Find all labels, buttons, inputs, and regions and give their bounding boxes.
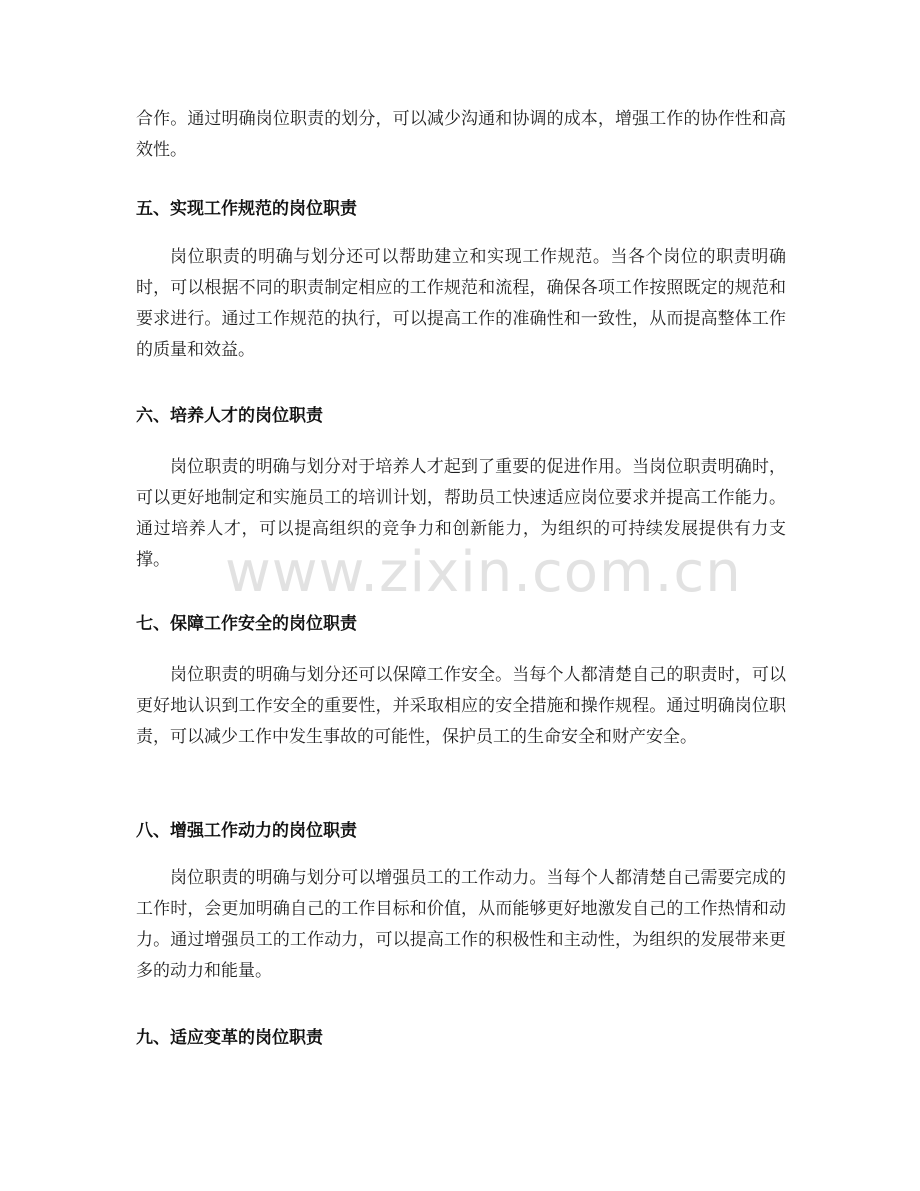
section-paragraph-8: 岗位职责的明确与划分可以增强员工的工作动力。当每个人都清楚自己需要完成的工作时，会更加明确自己的工作目标和价值，从而能够更好地激发自己的工作热情和动力。通过增强员工的工作动力，可以提高工作的积极性和主动性，为组织的发展带来更多的动力和能量。 xyxy=(136,868,786,981)
section-paragraph-5: 岗位职责的明确与划分还可以帮助建立和实现工作规范。当各个岗位的职责明确时，可以根据不同的职责制定相应的工作规范和流程，确保各项工作按照既定的规范和要求进行。通过工作规范的执行，可以提高工作的准确性和一致性，从而提高整体工作的质量和效益。 xyxy=(136,247,786,360)
watermark-text: www.zixin.com.cn xyxy=(225,540,742,605)
section-heading-7: 七、保障工作安全的岗位职责 xyxy=(136,614,357,634)
section-heading-6: 六、培养人才的岗位职责 xyxy=(136,406,323,426)
section-paragraph-6: 岗位职责的明确与划分对于培养人才起到了重要的促进作用。当岗位职责明确时，可以更好地制定和实施员工的培训计划，帮助员工快速适应岗位要求并提高工作能力。通过培养人才，可以提高组织的竞争力和创新能力，为组织的可持续发展提供有力支撑。 xyxy=(136,457,786,570)
section-heading-8: 八、增强工作动力的岗位职责 xyxy=(136,821,357,841)
section-heading-9: 九、适应变革的岗位职责 xyxy=(136,1028,323,1048)
section-heading-5: 五、实现工作规范的岗位职责 xyxy=(136,199,357,219)
paragraph-continuation: 合作。通过明确岗位职责的划分，可以减少沟通和协调的成本，增强工作的协作性和高效性。 xyxy=(136,109,786,160)
section-paragraph-7: 岗位职责的明确与划分还可以保障工作安全。当每个人都清楚自己的职责时，可以更好地认识到工作安全的重要性，并采取相应的安全措施和操作规程。通过明确岗位职责，可以减少工作中发生事故的可能性，保护员工的生命安全和财产安全。 xyxy=(136,665,786,747)
